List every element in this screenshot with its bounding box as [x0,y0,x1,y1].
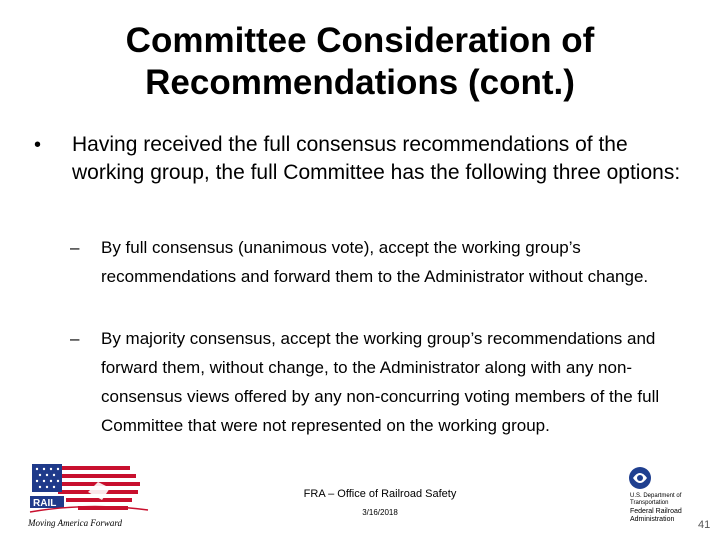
bullet-mark: • [34,134,42,156]
tagline: Moving America Forward [28,518,122,528]
title-line-1: Committee Consideration of [125,21,595,60]
sub-item-text: By majority consensus, accept the working group’s recommendations and forward them, without change, to the Administrator along with any non-consensus views offered by any non-concurring voting members of the full Committee that were not represented on the working group. [101,329,660,435]
rail-logo-text: RAIL [33,498,57,509]
bullet-text: Having received the full consensus recommendations of the working group, the full Committee has the following three options: [72,133,681,184]
page-number: 41 [698,519,711,531]
dot-name: U.S. Department of Transportation [630,493,682,506]
title-line-2: Recommendations (cont.) [145,63,575,102]
sub-item-text: By full consensus (unanimous vote), accept the working group’s recommendations and forward them to the Administrator without change. [101,238,649,286]
dash-mark: – [70,238,80,257]
footer-office: FRA – Office of Railroad Safety [303,488,457,500]
dash-mark: – [70,329,80,348]
slide-title [60,20,660,104]
fra-name: Federal Railroad Administration [630,508,682,523]
footer-date: 3/16/2018 [362,508,398,517]
